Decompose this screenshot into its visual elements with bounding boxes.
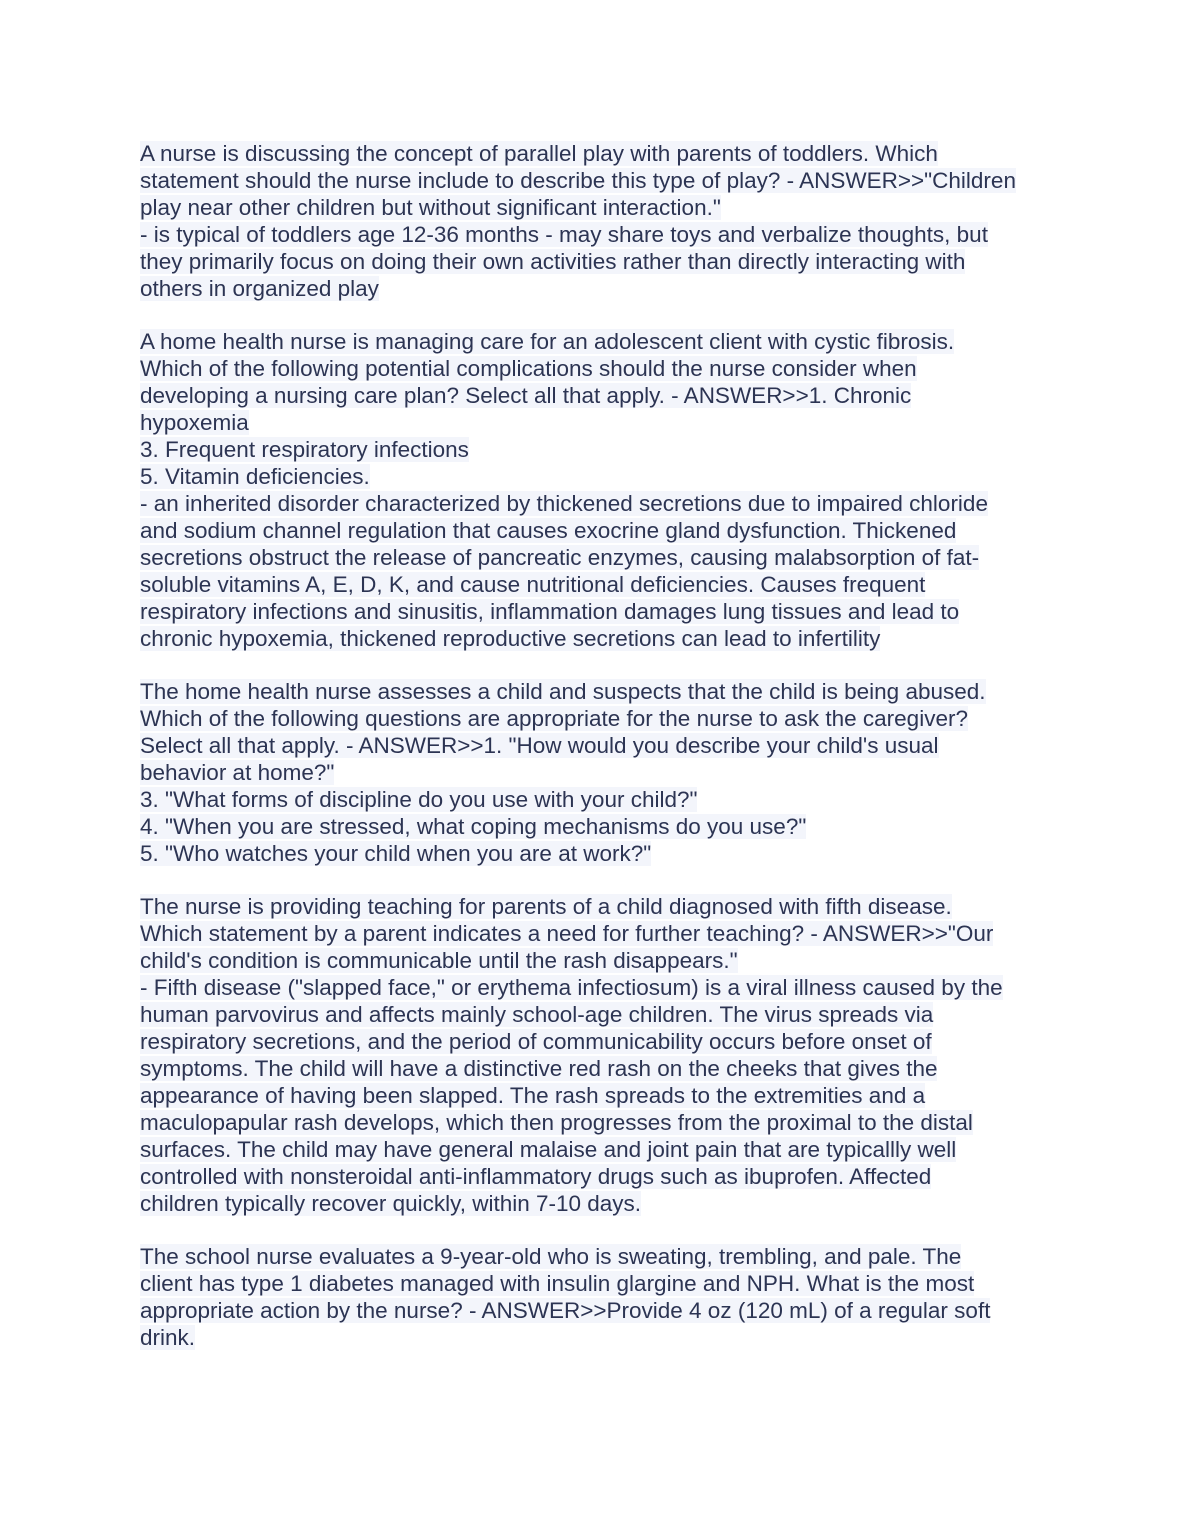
text-line: maculopapular rash develops, which then progresses from the proximal to the distal [140,1110,973,1135]
qa-block-fifth-disease [140,893,1055,1217]
text-line: they primarily focus on doing their own activities rather than directly interacting with [140,249,966,274]
text-line: Select all that apply. - ANSWER>>1. "How would you describe your child's usual [140,733,939,758]
qa-block-parallel-play [140,140,1055,302]
text-line: A nurse is discussing the concept of parallel play with parents of toddlers. Which [140,141,938,166]
qa-block-child-abuse [140,678,1055,867]
text-line: controlled with nonsteroidal anti-inflammatory drugs such as ibuprofen. Affected [140,1164,932,1189]
text-line: drink. [140,1325,196,1350]
text-line: 4. "When you are stressed, what coping mechanisms do you use?" [140,814,807,839]
text-line: and sodium channel regulation that causes exocrine gland dysfunction. Thickened [140,518,957,543]
text-line: 5. "Who watches your child when you are at work?" [140,841,652,866]
text-line: chronic hypoxemia, thickened reproductive secretions can lead to infertility [140,626,881,651]
text-line: human parvovirus and affects mainly school-age children. The virus spreads via [140,1002,934,1027]
text-line: The home health nurse assesses a child and suspects that the child is being abused. [140,679,986,704]
text-line: Which statement by a parent indicates a need for further teaching? - ANSWER>>"Our [140,921,994,946]
text-line: - an inherited disorder characterized by thickened secretions due to impaired chloride [140,491,988,516]
text-line: statement should the nurse include to describe this type of play? - ANSWER>>"Children [140,168,1016,193]
text-line: symptoms. The child will have a distinctive red rash on the cheeks that gives the [140,1056,938,1081]
document-page [140,140,1055,1377]
text-line: 3. "What forms of discipline do you use with your child?" [140,787,698,812]
text-line: soluble vitamins A, E, D, K, and cause nutritional deficiencies. Causes frequent [140,572,926,597]
text-line: Which of the following questions are appropriate for the nurse to ask the caregiver? [140,706,968,731]
text-line: respiratory secretions, and the period of communicability occurs before onset of [140,1029,932,1054]
text-line: surfaces. The child may have general malaise and joint pain that are typicallly well [140,1137,957,1162]
text-line: secretions obstruct the release of pancreatic enzymes, causing malabsorption of fat- [140,545,980,570]
text-line: developing a nursing care plan? Select all that apply. - ANSWER>>1. Chronic [140,383,912,408]
text-line: children typically recover quickly, within 7-10 days. [140,1191,642,1216]
text-line: Which of the following potential complications should the nurse consider when [140,356,917,381]
text-line: behavior at home?" [140,760,335,785]
text-line: client has type 1 diabetes managed with insulin glargine and NPH. What is the most [140,1271,975,1296]
text-line: The school nurse evaluates a 9-year-old who is sweating, trembling, and pale. The [140,1244,962,1269]
text-line: - Fifth disease ("slapped face," or erythema infectiosum) is a viral illness caused by the [140,975,1003,1000]
text-line: child's condition is communicable until the rash disappears." [140,948,738,973]
text-line: hypoxemia [140,410,249,435]
text-line: appropriate action by the nurse? - ANSWER>>Provide 4 oz (120 mL) of a regular soft [140,1298,991,1323]
text-line: A home health nurse is managing care for an adolescent client with cystic fibrosis. [140,329,955,354]
text-line: play near other children but without significant interaction." [140,195,721,220]
text-line: - is typical of toddlers age 12-36 months - may share toys and verbalize thoughts, but [140,222,988,247]
qa-block-hypoglycemia [140,1243,1055,1351]
text-line: 3. Frequent respiratory infections [140,437,469,462]
qa-block-cystic-fibrosis [140,328,1055,652]
text-line: appearance of having been slapped. The rash spreads to the extremities and a [140,1083,926,1108]
text-line: The nurse is providing teaching for parents of a child diagnosed with fifth disease. [140,894,952,919]
text-line: others in organized play [140,276,379,301]
text-line: 5. Vitamin deficiencies. [140,464,370,489]
text-line: respiratory infections and sinusitis, inflammation damages lung tissues and lead to [140,599,960,624]
